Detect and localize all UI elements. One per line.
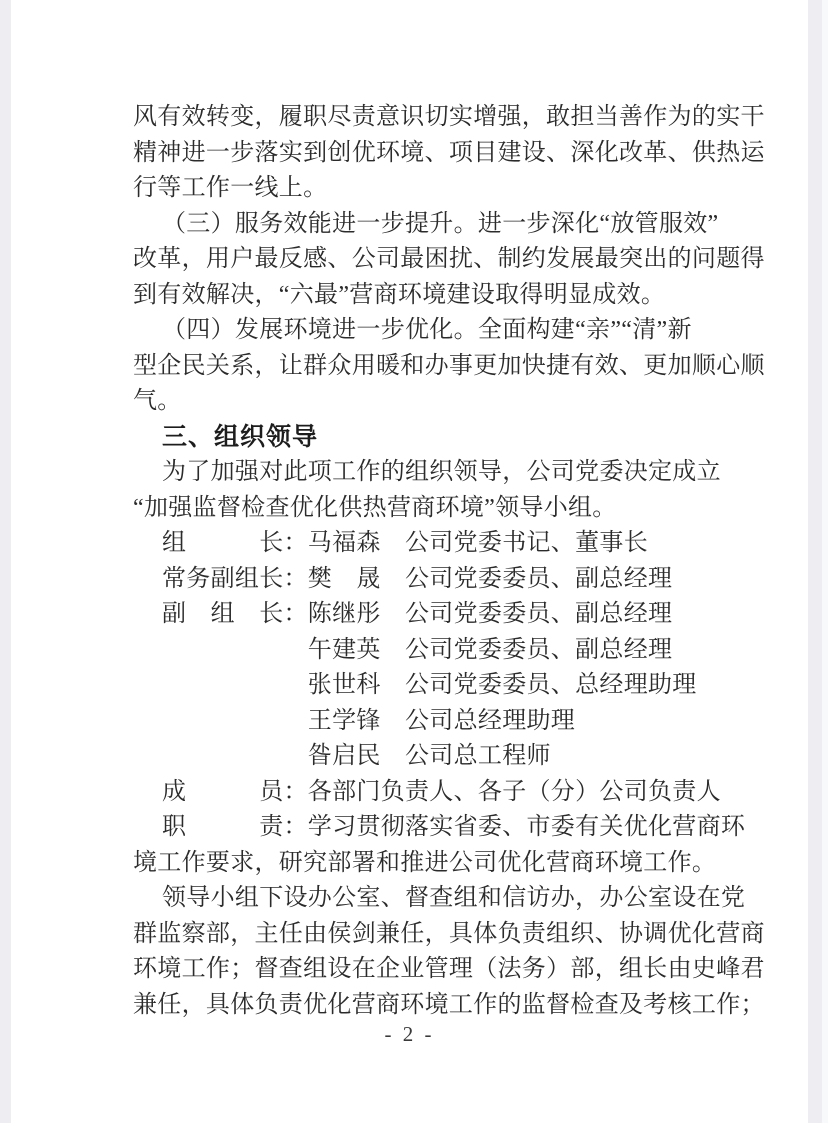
text-line: 环境工作；督查组设在企业管理（法务）部，组长由史峰君 (133, 956, 765, 982)
text-line: 型企民关系，让群众用暖和办事更加快捷有效、更加顺心顺 (133, 352, 765, 379)
viewer-gutter-left (0, 0, 11, 1123)
text-line: 兼任，具体负责优化营商环境工作的监督检查及考核工作； (133, 991, 765, 1018)
text-line-duties: 职 责：学习贯彻落实省委、市委有关优化营商环 (162, 814, 746, 840)
text-line: 气。 (133, 388, 182, 414)
text-line: 领导小组下设办公室、督查组和信访办，办公室设在党 (162, 885, 746, 911)
text-line-deputy-leader: 张世科 公司党委委员、总经理助理 (162, 672, 697, 698)
text-line-deputy-leader: 昝启民 公司总工程师 (162, 743, 551, 769)
text-line: 为了加强对此项工作的组织领导，公司党委决定成立 (162, 459, 721, 485)
text-line-exec-deputy-leader: 常务副组长：樊 晟 公司党委委员、副总经理 (162, 565, 673, 592)
section-heading: 三、组织领导 (162, 422, 319, 451)
text-line: 行等工作一线上。 (133, 175, 328, 201)
text-line: 改革，用户最反感、公司最困扰、制约发展最突出的问题得 (133, 246, 765, 272)
text-line: 精神进一步落实到创优环境、项目建设、深化改革、供热运 (133, 139, 765, 166)
text-line: 到有效解决，“六最”营商环境建设取得明显成效。 (133, 281, 666, 308)
page-number: - 2 - (384, 1022, 435, 1046)
document-page (11, 0, 808, 1123)
text-line: （四）发展环境进一步优化。全面构建“亲”“清”新 (162, 317, 692, 343)
text-line: 风有效转变，履职尽责意识切实增强，敢担当善作为的实干 (133, 104, 765, 130)
document-text-block (133, 100, 773, 1023)
text-line: （三）服务效能进一步提升。进一步深化“放管服效” (162, 210, 719, 237)
text-line: “加强监督检查优化供热营商环境”领导小组。 (133, 494, 617, 521)
text-line-group-leader: 组 长：马福森 公司党委书记、董事长 (162, 530, 648, 556)
viewer-gutter-right-edge (822, 0, 828, 1123)
text-line: 群监察部，主任由侯剑兼任，具体负责组织、协调优化营商 (133, 920, 765, 947)
text-line-members: 成 员：各部门负责人、各子（分）公司负责人 (162, 778, 721, 805)
viewer-gutter-right (808, 0, 822, 1123)
text-line-deputy-leader: 午建英 公司党委委员、副总经理 (162, 636, 673, 663)
text-line-deputy-leader: 王学锋 公司总经理助理 (162, 707, 576, 734)
text-line: 境工作要求，研究部署和推进公司优化营商环境工作。 (133, 849, 717, 876)
text-line-deputy-leader: 副 组 长：陈继彤 公司党委委员、副总经理 (162, 601, 673, 627)
